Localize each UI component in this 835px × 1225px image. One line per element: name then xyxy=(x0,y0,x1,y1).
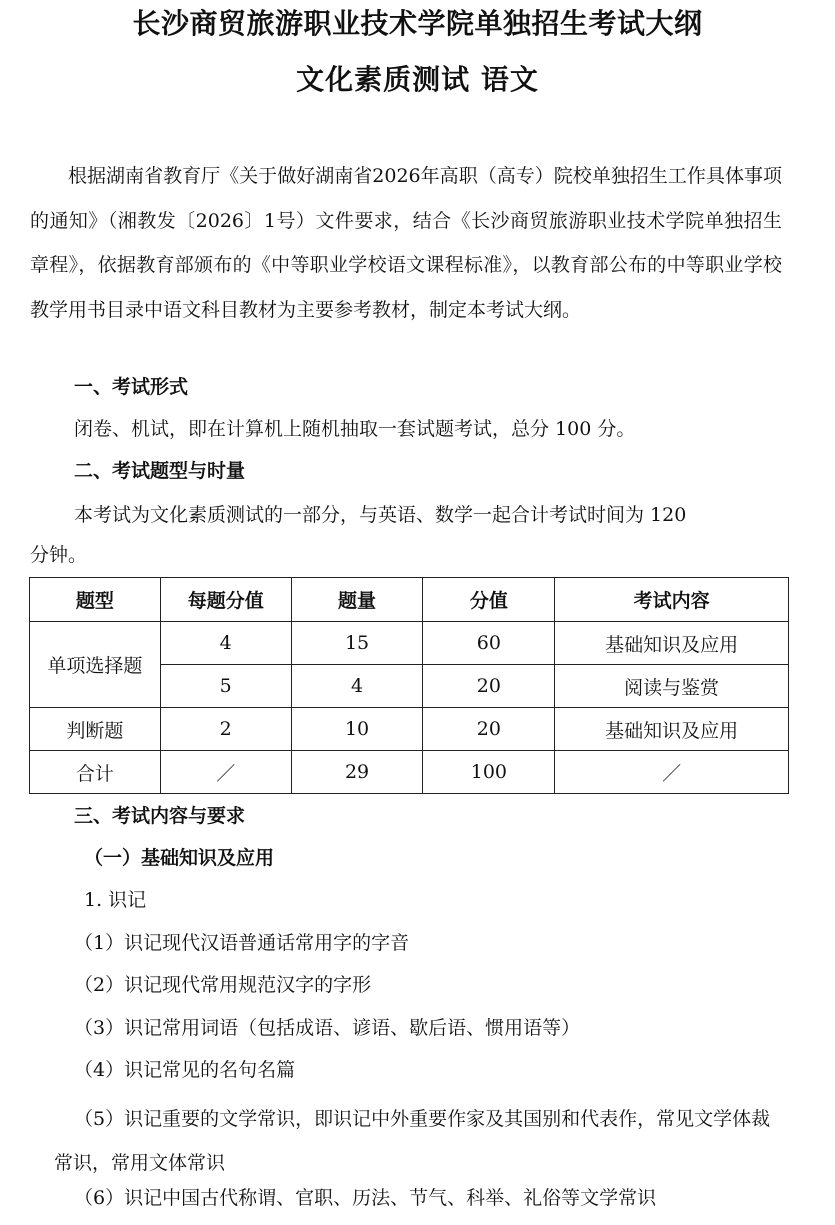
list-item: （3）识记常用词语（包括成语、谚语、歇后语、惯用语等） xyxy=(74,1017,581,1039)
table-total-row xyxy=(30,751,789,794)
section2-text-line2: 分钟。 xyxy=(30,544,88,566)
document-subtitle: 文化素质测试 语文 xyxy=(296,63,539,96)
table-header-cell: 分值 xyxy=(423,578,555,622)
section2-text-line1: 本考试为文化素质测试的一部分，与英语、数学一起合计考试时间为 120 xyxy=(74,504,687,526)
section1-text: 闭卷、机试，即在计算机上随机抽取一套试题考试，总分 100 分。 xyxy=(74,418,636,440)
table-cell-score: 20 xyxy=(423,708,555,751)
item-heading-recall: 1. 识记 xyxy=(84,889,147,911)
list-item: （5）识记重要的文学常识，即识记中外重要作家及其国别和代表作，常见文学体裁常识，常用文体常识 xyxy=(54,1108,771,1174)
table-cell-content: 阅读与鉴赏 xyxy=(555,665,789,708)
table-cell-content: 基础知识及应用 xyxy=(555,708,789,751)
table-header-cell: 考试内容 xyxy=(555,578,789,622)
intro-paragraph: 根据湖南省教育厅《关于做好湖南省2026年高职（高专）院校单独招生工作具体事项的通知》（湘教发〔2026〕1号）文件要求，结合《长沙商贸旅游职业技术学院单独招生章程》，依据教育部颁布的《中等职业学校语文课程标准》，以教育部公布的中等职业学校教学用书目录中语文科目教材为主要参考教材，制定本考试大纲。 xyxy=(30,165,782,321)
section2-heading: 二、考试题型与时量 xyxy=(74,460,246,482)
table-header-cell: 题量 xyxy=(291,578,423,622)
document-title: 长沙商贸旅游职业技术学院单独招生考试大纲 xyxy=(132,7,703,40)
table-header-cell: 每题分值 xyxy=(160,578,291,622)
table-cell-points: 2 xyxy=(160,708,291,751)
table-cell-score: 100 xyxy=(423,751,555,794)
table-cell-count: 10 xyxy=(291,708,423,751)
table-cell-score: 60 xyxy=(423,622,555,665)
list-item: （6）识记中国古代称谓、官职、历法、节气、科举、礼俗等文学常识 xyxy=(74,1187,657,1209)
table-cell-type: 单项选择题 xyxy=(30,622,161,708)
table-cell-score: 20 xyxy=(423,665,555,708)
table-cell-type: 判断题 xyxy=(30,708,161,751)
exam-structure-table xyxy=(29,577,789,794)
table-cell-count: 4 xyxy=(291,665,423,708)
table-row xyxy=(30,622,789,665)
list-item: （2）识记现代常用规范汉字的字形 xyxy=(74,974,372,996)
list-item: （1）识记现代汉语普通话常用字的字音 xyxy=(74,932,410,954)
section3-subheading: （一）基础知识及应用 xyxy=(84,847,275,869)
table-row xyxy=(30,708,789,751)
table-cell-count: 29 xyxy=(291,751,423,794)
table-cell-points: 5 xyxy=(160,665,291,708)
table-header-row xyxy=(30,578,789,622)
table-header-cell: 题型 xyxy=(30,578,161,622)
table-cell-points: ／ xyxy=(160,751,291,794)
table-cell-points: 4 xyxy=(160,622,291,665)
list-item: （4）识记常见的名句名篇 xyxy=(74,1059,296,1081)
table-cell-content: ／ xyxy=(555,751,789,794)
table-cell-count: 15 xyxy=(291,622,423,665)
table-cell-content: 基础知识及应用 xyxy=(555,622,789,665)
section3-heading: 三、考试内容与要求 xyxy=(74,805,246,827)
table-cell-type: 合计 xyxy=(30,751,161,794)
section1-heading: 一、考试形式 xyxy=(74,376,189,398)
